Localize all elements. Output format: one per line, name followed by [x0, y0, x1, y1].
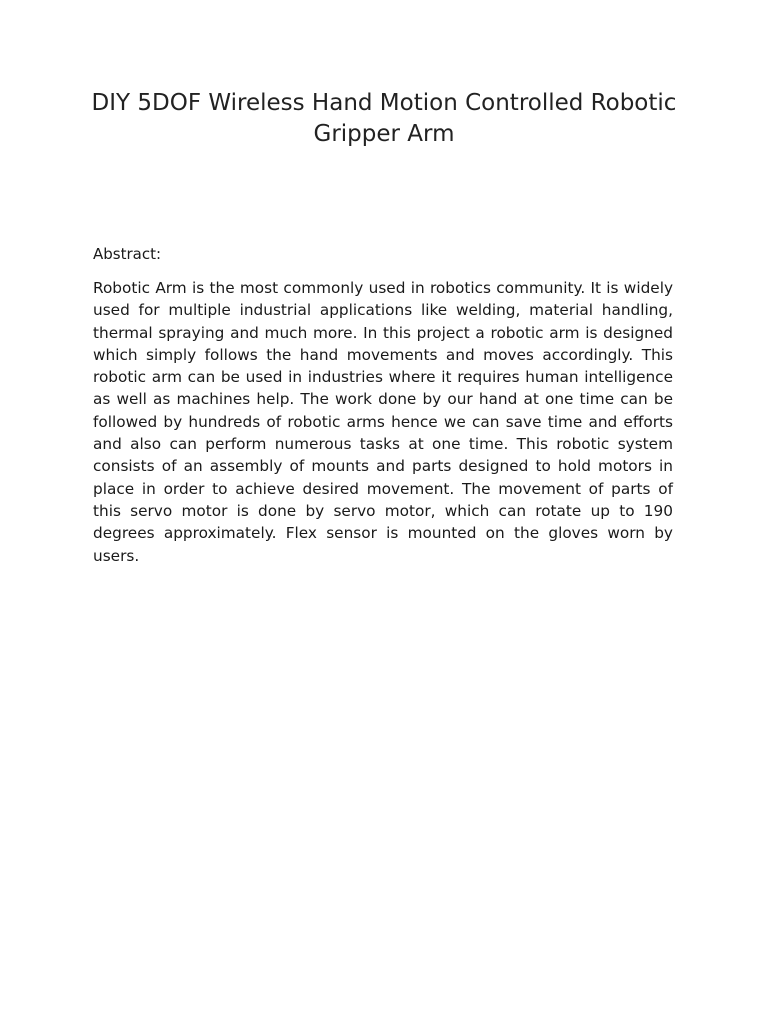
abstract-body: Robotic Arm is the most commonly used in robotics community. It is widely used for multiple industrial applications like welding, material handling, thermal spraying and much more. In this project a robotic arm is designed which simply follows the hand movements and moves accordingly. This robotic arm can be used in industries where it requires human intelligence as well as machines help. The work done by our hand at one time can be followed by hundreds of robotic arms hence we can save time and efforts and also can perform numerous tasks at one time. This robotic system consists of an assembly of mounts and parts designed to hold motors in place in order to achieve desired movement. The movement of parts of this servo motor is done by servo motor, which can rotate up to 190 degrees approximately. Flex sensor is mounted on the gloves worn by users. — [93, 279, 673, 565]
abstract-heading: Abstract: — [93, 245, 162, 263]
document-title: DIY 5DOF Wireless Hand Motion Controlled Robotic Gripper Arm — [91, 90, 677, 147]
